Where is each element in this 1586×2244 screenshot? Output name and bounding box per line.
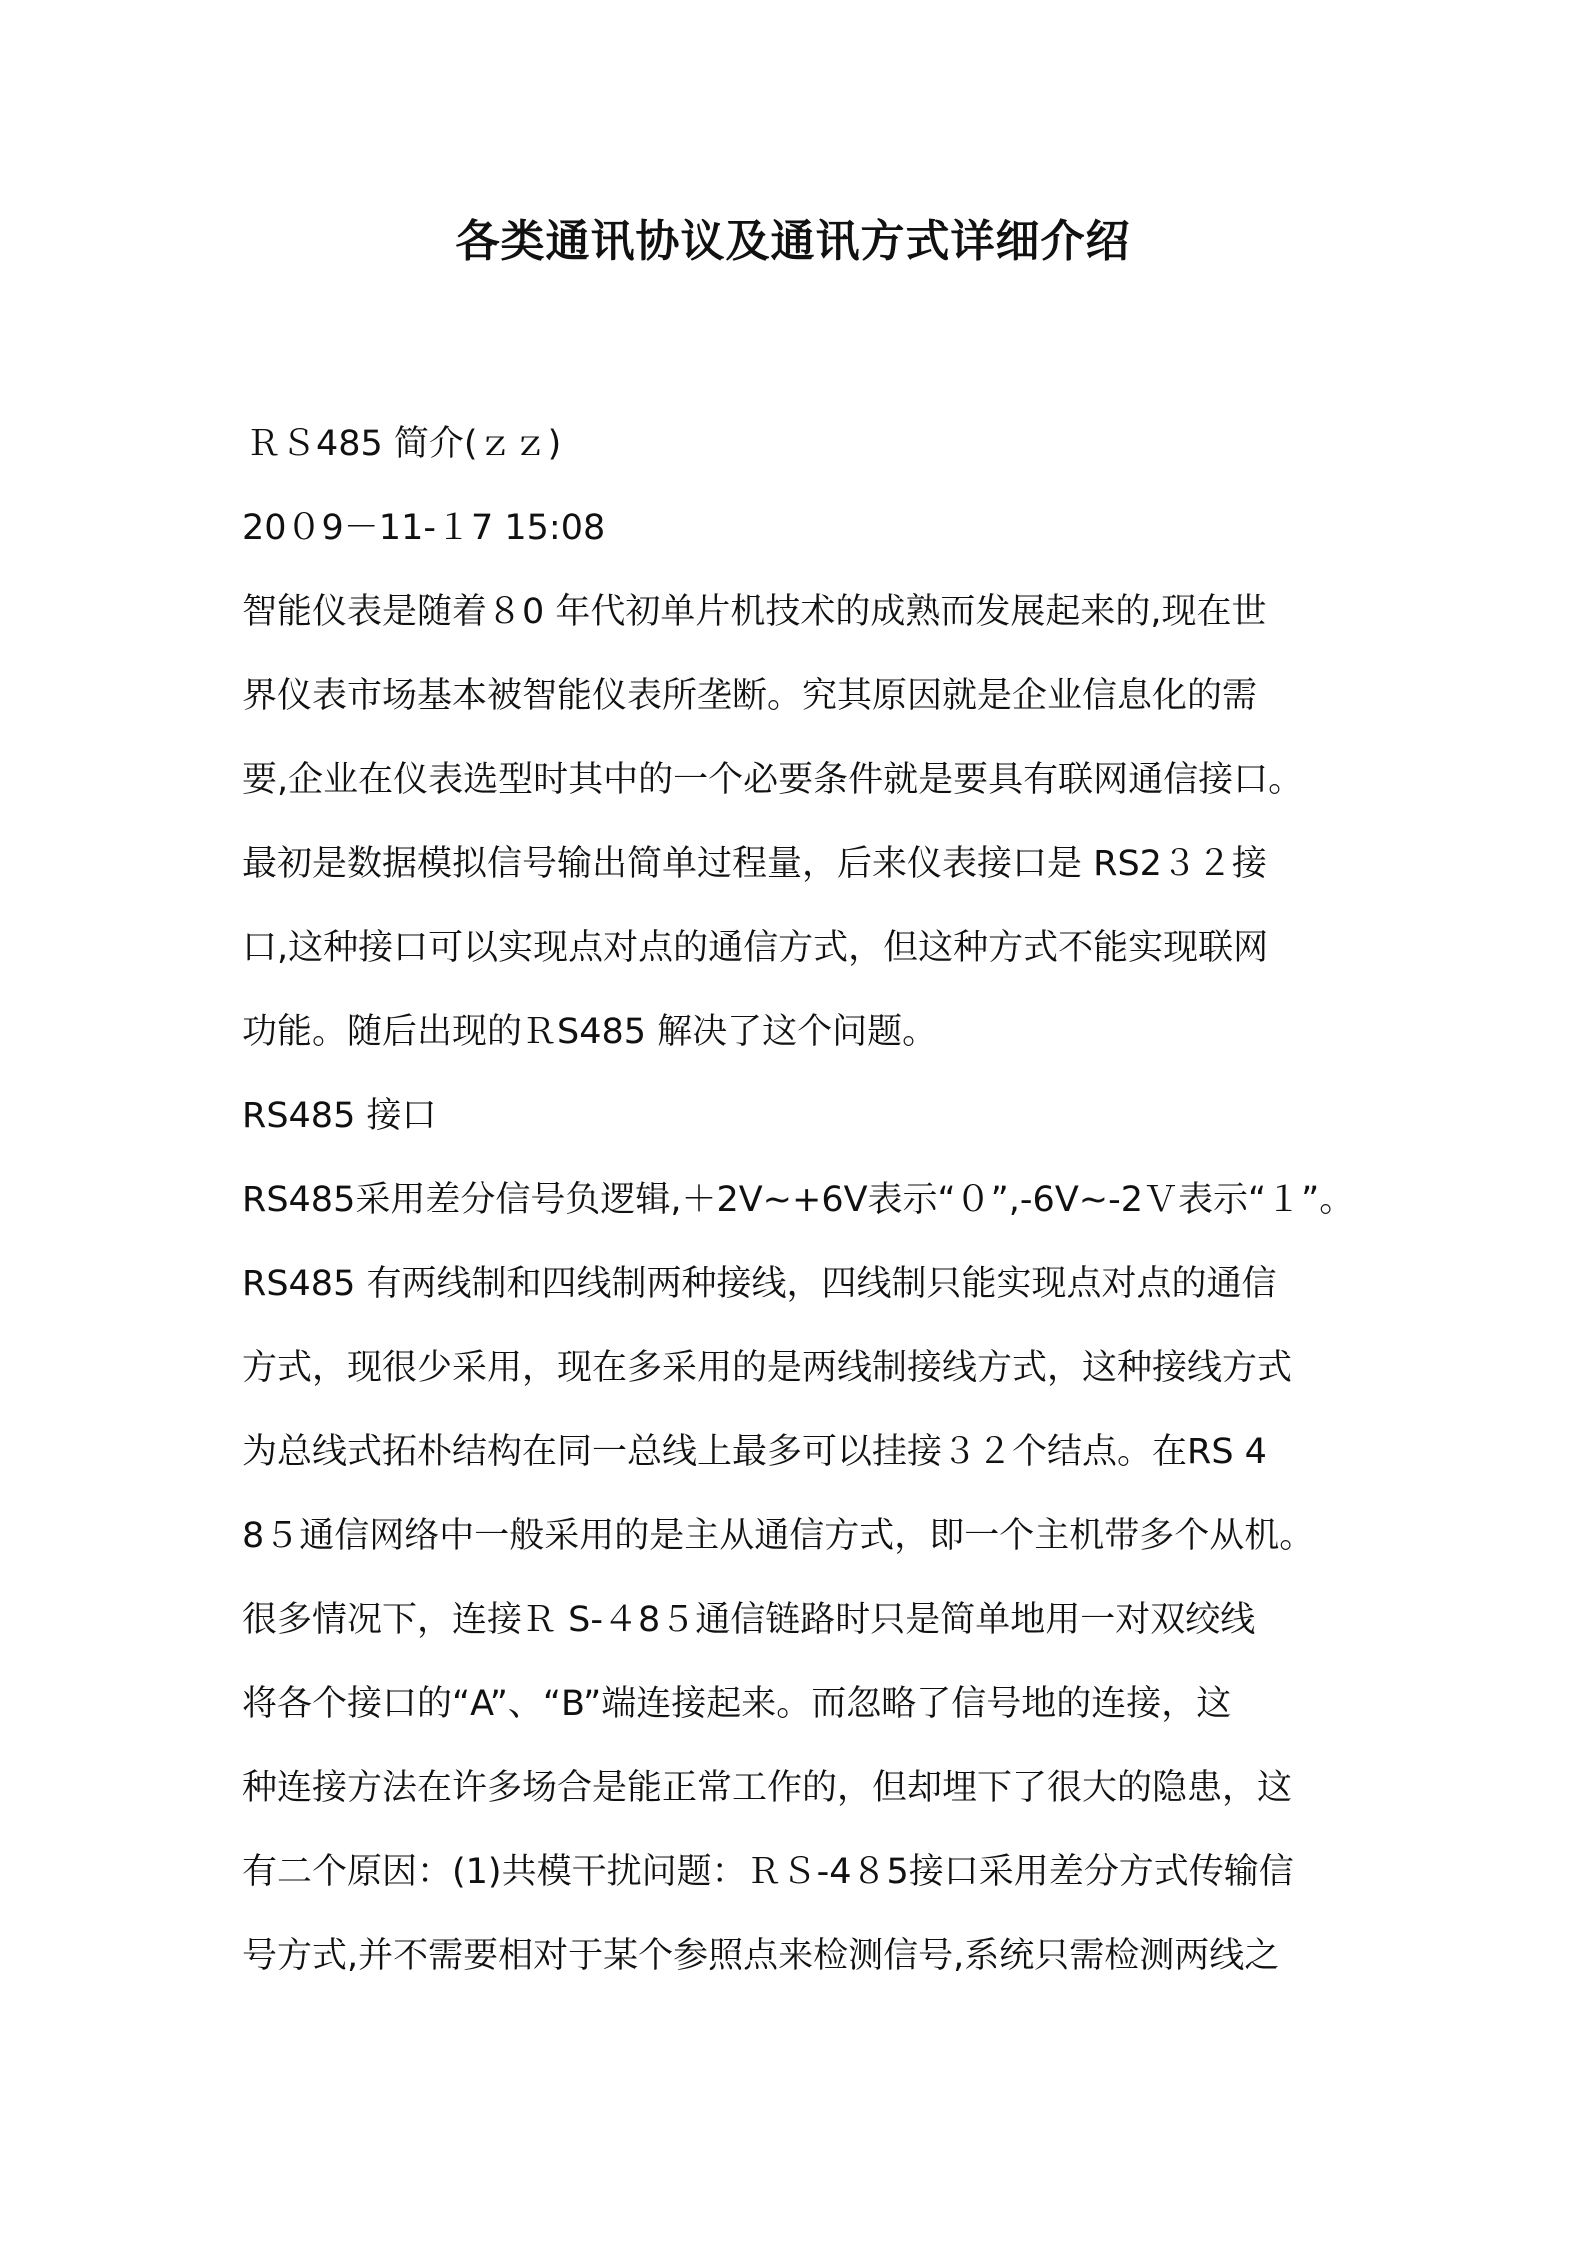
document-body bbox=[242, 402, 1362, 1998]
paragraph-line: 智能仪表是随着８0 年代初单片机技术的成熟而发展起来的,现在世 bbox=[242, 592, 1267, 632]
post-timestamp: 20０9－11-１7 15:08 bbox=[242, 508, 606, 548]
paragraph-line: 方式，现很少采用，现在多采用的是两线制接线方式，这种接线方式 bbox=[242, 1348, 1293, 1388]
paragraph-line: 功能。随后出现的ＲS485 解决了这个问题。 bbox=[242, 1012, 938, 1052]
paragraph-line: 将各个接口的“A”、“B”端连接起来。而忽略了信号地的连接，这 bbox=[242, 1684, 1232, 1724]
section-heading-rs485-interface: RS485 接口 bbox=[242, 1096, 437, 1136]
paragraph-line: 有二个原因：(1)共模干扰问题：ＲＳ-4８5接口采用差分方式传输信 bbox=[242, 1852, 1294, 1892]
paragraph-line: RS485 有两线制和四线制两种接线，四线制只能实现点对点的通信 bbox=[242, 1264, 1277, 1304]
paragraph-line: 8５通信网络中一般采用的是主从通信方式，即一个主机带多个从机。 bbox=[242, 1516, 1315, 1556]
paragraph-line: 很多情况下，连接Ｒ S-４8５通信链路时只是简单地用一对双绞线 bbox=[242, 1600, 1256, 1640]
document-title: 各类通讯协议及通讯方式详细介绍 bbox=[455, 216, 1131, 267]
paragraph-line: 最初是数据模拟信号输出简单过程量，后来仪表接口是 RS2３２接 bbox=[242, 844, 1267, 884]
paragraph-line: 界仪表市场基本被智能仪表所垄断。究其原因就是企业信息化的需 bbox=[242, 676, 1258, 716]
paragraph-line: RS485采用差分信号负逻辑,＋2V~+6V表示“０”,-6V~-2Ｖ表示“１”。 bbox=[242, 1180, 1355, 1220]
paragraph-line: 号方式,并不需要相对于某个参照点来检测信号,系统只需检测两线之 bbox=[242, 1936, 1280, 1976]
paragraph-line: 为总线式拓朴结构在同一总线上最多可以挂接３２个结点。在RS 4 bbox=[242, 1432, 1267, 1472]
paragraph-line: 口,这种接口可以实现点对点的通信方式，但这种方式不能实现联网 bbox=[242, 928, 1269, 968]
paragraph-line: 要,企业在仪表选型时其中的一个必要条件就是要具有联网通信接口。 bbox=[242, 760, 1304, 800]
section-heading-rs485-intro: ＲＳ485 简介(ｚｚ) bbox=[246, 424, 562, 464]
paragraph-line: 种连接方法在许多场合是能正常工作的，但却埋下了很大的隐患，这 bbox=[242, 1768, 1293, 1808]
